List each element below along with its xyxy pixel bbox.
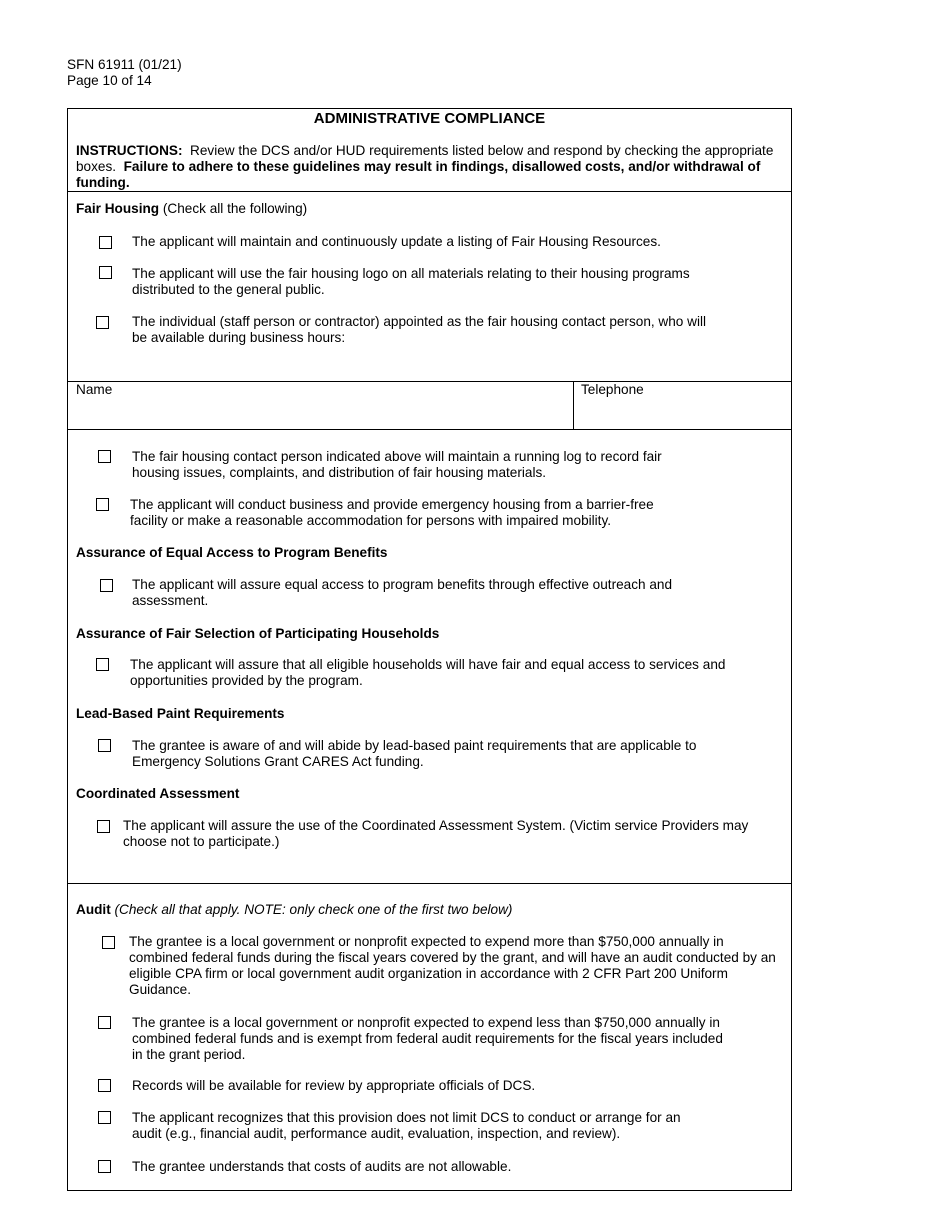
checkbox-dcs-audit-provision[interactable] [98,1111,111,1124]
fair-housing-heading [76,201,307,217]
instructions-text: Review the DCS and/or HUD requirements listed below and respond by checking the appropriate boxes. [76,143,774,174]
instructions-warning: Failure to adhere to these guidelines may result in findings, disallowed costs, and/or withdrawal of funding. [76,159,761,190]
fair-housing-item: The individual (staff person or contractor) appointed as the fair housing contact person, who will be available during business hours: [132,314,707,345]
checkbox-records-available[interactable] [98,1079,111,1092]
audit-item: The grantee understands that costs of audits are not allowable. [132,1159,512,1174]
name-label: Name [76,382,113,397]
fair-selection-heading: Assurance of Fair Selection of Participating Households [76,626,440,641]
equal-access-heading: Assurance of Equal Access to Program Benefits [76,545,388,560]
audit-item: The grantee is a local government or nonprofit expected to expend more than $750,000 annually in combined federal funds during the fiscal years covered by the grant, and will have an audit conducted by an eligible CPA firm or local government audit organization in accordance with 2 CFR Part 200 Uniform Guidance. [129,934,776,997]
lead-paint-item: The grantee is aware of and will abide by lead-based paint requirements that are applicable to Emergency Solutions Grant CARES Act funding. [132,738,697,769]
form-header [67,57,182,89]
name-input[interactable] [148,401,548,423]
fair-housing-title: Fair Housing [76,201,160,216]
checkbox-fair-housing-resources[interactable] [99,236,112,249]
checkbox-audit-under-750k[interactable] [98,1016,111,1029]
form-id: SFN 61911 (01/21) [67,57,182,72]
fair-selection-item: The applicant will assure that all eligible households will have fair and equal access to services and opportunities provided by the program. [130,657,726,688]
audit-item: Records will be available for review by appropriate officials of DCS. [132,1078,536,1093]
checkbox-lead-paint[interactable] [98,739,111,752]
checkbox-equal-access[interactable] [100,579,113,592]
equal-access-item: The applicant will assure equal access to program benefits through effective outreach and assessment. [132,577,673,608]
coordinated-heading: Coordinated Assessment [76,786,240,801]
divider [68,381,791,382]
instructions-label: INSTRUCTIONS: [76,143,183,158]
checkbox-fair-selection[interactable] [96,658,109,671]
fair-housing-item: The applicant will use the fair housing logo on all materials relating to their housing programs distributed to the general public. [132,266,690,297]
checkbox-running-log[interactable] [98,450,111,463]
audit-title: Audit [76,902,111,917]
coordinated-item: The applicant will assure the use of the Coordinated Assessment System. (Victim service Providers may choose not to participate.) [123,818,749,849]
checkbox-coordinated[interactable] [97,820,110,833]
checkbox-fair-housing-contact[interactable] [96,316,109,329]
section-title: ADMINISTRATIVE COMPLIANCE [313,110,546,127]
audit-item: The grantee is a local government or nonprofit expected to expend less than $750,000 annually in combined federal funds and is exempt from federal audit requirements for the fiscal years included in the grant period. [132,1015,723,1062]
audit-item: The applicant recognizes that this provision does not limit DCS to conduct or arrange for an audit (e.g., financial audit, performance audit, evaluation, inspection, and review). [132,1110,681,1141]
divider [573,381,574,429]
fair-housing-item: The applicant will maintain and continuously update a listing of Fair Housing Resources. [132,234,661,249]
checkbox-audit-over-750k[interactable] [102,936,115,949]
fair-housing-note: (Check all the following) [162,201,308,216]
telephone-label: Telephone [581,382,644,397]
page-number: Page 10 of 14 [67,73,152,88]
checkbox-fair-housing-logo[interactable] [99,266,112,279]
divider [68,883,791,884]
compliance-form [67,108,792,1191]
fair-housing-item: The fair housing contact person indicated above will maintain a running log to record fair housing issues, complaints, and distribution of fair housing materials. [132,449,662,480]
checkbox-audit-costs[interactable] [98,1160,111,1173]
audit-heading [76,902,512,918]
instructions [76,143,776,191]
fair-housing-item: The applicant will conduct business and provide emergency housing from a barrier-free facility or make a reasonable accommodation for persons with impaired mobility. [130,497,654,528]
audit-note: (Check all that apply. NOTE: only check one of the first two below) [114,902,513,917]
lead-paint-heading: Lead-Based Paint Requirements [76,706,285,721]
checkbox-barrier-free[interactable] [96,498,109,511]
telephone-input[interactable] [581,401,781,423]
divider [68,191,791,192]
divider [68,429,791,430]
